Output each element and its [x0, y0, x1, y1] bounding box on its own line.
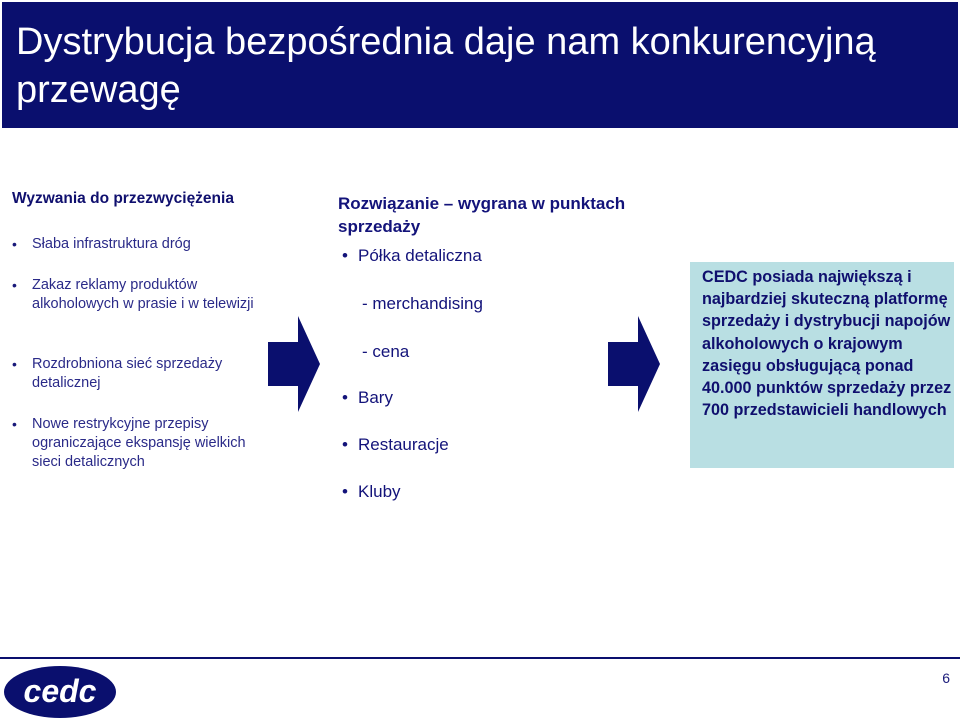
solution-text: - merchandising: [362, 294, 483, 313]
solution-text: Kluby: [358, 482, 401, 501]
solution-section: [338, 192, 638, 501]
list-item: [342, 388, 393, 408]
list-item: [362, 294, 483, 314]
list-item: [12, 355, 264, 393]
slide-title: Dystrybucja bezpośrednia daje nam konkurencyjną przewagę: [16, 21, 876, 111]
challenges-heading: Wyzwania do przezwyciężenia: [12, 190, 234, 207]
challenge-text: Słaba infrastruktura dróg: [32, 236, 191, 252]
list-item: [342, 246, 482, 266]
bullet-icon: •: [12, 356, 17, 372]
challenge-text: Rozdrobniona sieć sprzedaży detalicznej: [32, 356, 223, 391]
result-box: [690, 262, 954, 468]
list-item: [12, 276, 264, 314]
right-arrow-icon: [608, 316, 660, 412]
solution-text: Restauracje: [358, 435, 449, 454]
bullet-icon: •: [12, 416, 17, 432]
solution-text: Bary: [358, 388, 393, 407]
solution-text: Półka detaliczna: [358, 246, 482, 265]
title-bar: [2, 2, 958, 128]
list-item: [342, 482, 401, 502]
bullet-icon: •: [342, 435, 348, 454]
footer-divider: [0, 657, 960, 659]
solution-heading: Rozwiązanie – wygrana w punktach sprzedaży: [338, 194, 626, 236]
bullet-icon: •: [12, 236, 17, 252]
bullet-icon: •: [12, 277, 17, 293]
challenges-section: [12, 190, 262, 470]
right-arrow-icon: [268, 316, 320, 412]
page-number: 6: [942, 670, 950, 686]
cedc-logo: [2, 662, 120, 722]
solution-text: - cena: [362, 342, 410, 361]
result-text: CEDC posiada największą i najbardziej skuteczną platformę sprzedaży i dystrybucji napojów alkoholowych o krajowym zasięgu obsługującą ponad 40.000 punktów sprzedaży przez 700 przedstawicieli handlowych: [702, 268, 952, 420]
bullet-icon: •: [342, 246, 348, 265]
list-item: [12, 235, 264, 254]
challenge-text: Nowe restrykcyjne przepisy ograniczające ekspansję wielkich sieci detalicznych: [32, 416, 246, 470]
list-item: [12, 415, 264, 472]
bullet-icon: •: [342, 388, 348, 407]
challenge-text: Zakaz reklamy produktów alkoholowych w prasie i w telewizji: [32, 277, 254, 312]
list-item: [342, 435, 449, 455]
list-item: [362, 342, 409, 362]
bullet-icon: •: [342, 482, 348, 501]
logo-text: cedc: [23, 673, 97, 709]
